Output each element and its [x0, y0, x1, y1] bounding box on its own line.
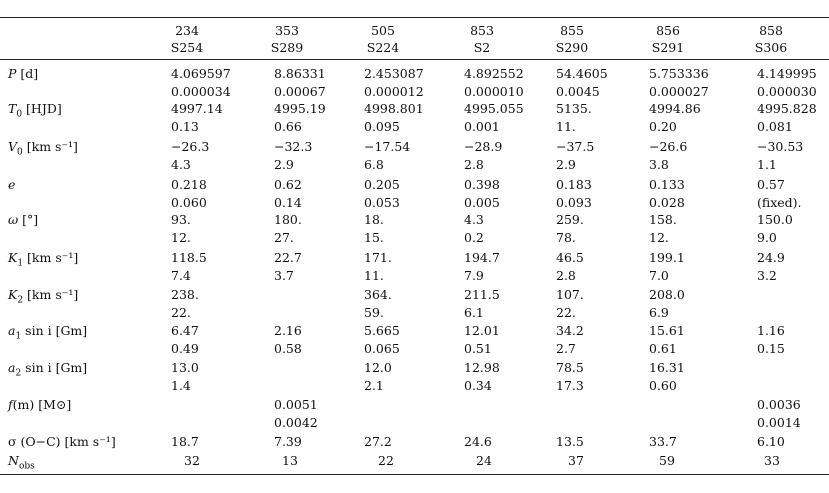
table-cell-error: 2.9 [274, 157, 294, 172]
table-cell-error: 0.093 [556, 195, 592, 210]
column-header-id: 855 [560, 23, 584, 38]
table-cell-value: 4995.828 [757, 101, 817, 116]
column-header-name: S224 [366, 40, 400, 55]
table-cell-error: 3.7 [274, 268, 294, 283]
table-cell-value: 5.753336 [649, 66, 709, 81]
table-cell-error: (fixed). [757, 195, 802, 210]
column-header-name: S306 [754, 40, 788, 55]
table-cell-error: 0.005 [464, 195, 500, 210]
table-cell-error: 0.000012 [364, 84, 424, 99]
table-cell-error: 0.34 [464, 378, 492, 393]
table-cell-value: 24 [476, 453, 492, 468]
table-cell-error: 17.3 [556, 378, 584, 393]
table-cell-value: 238. [171, 287, 199, 302]
row-label-symbol: f [8, 397, 13, 412]
row-label-subscript: 1 [17, 258, 24, 269]
table-cell-value: 118.5 [171, 250, 207, 265]
row-label-sigma: σ (O−C) [km s⁻¹] [8, 434, 116, 449]
column-header-id: 853 [470, 23, 494, 38]
table-cell-value: 37 [568, 453, 584, 468]
table-cell-error: 0.0042 [274, 415, 318, 430]
table-cell-error: 0.51 [464, 341, 492, 356]
row-label-subscript: 0 [17, 147, 23, 158]
table-cell-value: 5.665 [364, 323, 400, 338]
table-cell-error: 6.8 [364, 157, 384, 172]
table-cell-value: 0.0051 [274, 397, 318, 412]
row-label [8, 139, 78, 161]
row-label-symbol: N [8, 453, 19, 468]
table-cell-value: 46.5 [556, 250, 584, 265]
table-cell-error: 15. [364, 230, 384, 245]
column-header-id: 505 [371, 23, 395, 38]
table-cell-value: 0.133 [649, 177, 685, 192]
table-cell-error: 0.20 [649, 119, 677, 134]
table-cell-error: 2.1 [364, 378, 384, 393]
row-label [8, 397, 71, 419]
table-cell-error: 0.000027 [649, 84, 709, 99]
column-header-id: 234 [175, 23, 199, 38]
table-cell-error: 3.8 [649, 157, 669, 172]
table-cell-value: −28.9 [464, 139, 503, 154]
row-label-symbol: a [8, 323, 16, 338]
table-cell-value: 22.7 [274, 250, 302, 265]
table-cell-value: 4997.14 [171, 101, 223, 116]
table-cell-value: 4.069597 [171, 66, 231, 81]
table-cell-error: 0.000010 [464, 84, 524, 99]
table-cell-value: 0.218 [171, 177, 207, 192]
row-label [8, 101, 62, 123]
row-label-symbol: a [8, 360, 16, 375]
table-cell-value: 6.10 [757, 434, 785, 449]
table-cell-error: 2.7 [556, 341, 576, 356]
row-label [8, 250, 78, 272]
table-cell-value: 4995.19 [274, 101, 326, 116]
table-cell-value: 15.61 [649, 323, 685, 338]
table-cell-error: 0.58 [274, 341, 302, 356]
table-cell-error: 22. [556, 305, 576, 320]
table-cell-value: 13.0 [171, 360, 199, 375]
table-cell-value: 22 [378, 453, 394, 468]
table-cell-value: −37.5 [556, 139, 595, 154]
table-cell-value: 54.4605 [556, 66, 608, 81]
table-cell-error: 0.00067 [274, 84, 326, 99]
table-top-rule [0, 17, 829, 18]
table-cell-error: 0.028 [649, 195, 685, 210]
table-cell-value: 0.62 [274, 177, 302, 192]
table-cell-value: 6.47 [171, 323, 199, 338]
table-cell-value: 13 [282, 453, 298, 468]
table-cell-value: 107. [556, 287, 584, 302]
table-cell-error: 6.1 [464, 305, 484, 320]
table-cell-value: 364. [364, 287, 392, 302]
table-cell-value: 8.86331 [274, 66, 326, 81]
table-cell-value: 158. [649, 212, 677, 227]
table-cell-error: 4.3 [171, 157, 191, 172]
table-cell-error: 0.0045 [556, 84, 600, 99]
column-header-name: S291 [651, 40, 685, 55]
table-cell-error: 1.4 [171, 378, 191, 393]
table-cell-value: 18. [364, 212, 384, 227]
column-header-name: S290 [555, 40, 589, 55]
table-cell-value: 259. [556, 212, 584, 227]
row-label-unit: [km s⁻¹] [23, 287, 79, 302]
table-cell-value: 34.2 [556, 323, 584, 338]
table-cell-value: 194.7 [464, 250, 500, 265]
row-label-symbol: K [8, 250, 18, 265]
table-cell-error: 9.0 [757, 230, 777, 245]
row-label-unit: [km s⁻¹] [22, 139, 78, 154]
table-cell-error: 0.053 [364, 195, 400, 210]
table-cell-value: 0.183 [556, 177, 592, 192]
table-cell-value: 78.5 [556, 360, 584, 375]
table-cell-value: 1.16 [757, 323, 785, 338]
table-cell-error: 6.9 [649, 305, 669, 320]
column-header-id: 856 [656, 23, 680, 38]
row-label-unit: sin i [Gm] [21, 360, 88, 375]
table-cell-value: 12.01 [464, 323, 500, 338]
table-cell-value: 5135. [556, 101, 592, 116]
row-label-symbol: T [8, 101, 17, 116]
table-cell-value: 33.7 [649, 434, 677, 449]
row-label-symbol: V [8, 139, 18, 154]
table-cell-value: −26.6 [649, 139, 688, 154]
table-cell-error: 12. [171, 230, 191, 245]
table-cell-value: 4998.801 [364, 101, 424, 116]
table-cell-value: 93. [171, 212, 191, 227]
table-cell-error: 0.000034 [171, 84, 231, 99]
row-label-unit: [km s⁻¹] [23, 250, 79, 265]
table-cell-value: 16.31 [649, 360, 685, 375]
table-cell-error: 0.095 [364, 119, 400, 134]
table-cell-error: 0.2 [464, 230, 484, 245]
table-cell-error: 12. [649, 230, 669, 245]
table-cell-value: 4995.055 [464, 101, 524, 116]
table-cell-error: 22. [171, 305, 191, 320]
row-label-symbol: ω [8, 212, 19, 227]
row-label-subscript: obs [18, 461, 35, 472]
table-cell-value: 12.0 [364, 360, 392, 375]
table-cell-error: 27. [274, 230, 294, 245]
table-cell-error: 0.13 [171, 119, 199, 134]
row-label-unit: [HJD] [22, 101, 62, 116]
table-bottom-rule [0, 474, 829, 475]
table-cell-value: 180. [274, 212, 302, 227]
table-cell-error: 78. [556, 230, 576, 245]
table-cell-value: 150.0 [757, 212, 793, 227]
table-cell-value: 4.3 [464, 212, 484, 227]
row-label-subscript: 1 [15, 331, 22, 342]
row-label-symbol: K [8, 287, 18, 302]
table-cell-error: 2.8 [556, 268, 576, 283]
table-cell-value: 0.0036 [757, 397, 801, 412]
row-label [8, 323, 87, 345]
table-cell-value: 27.2 [364, 434, 392, 449]
table-cell-value: −30.53 [757, 139, 804, 154]
table-cell-error: 7.0 [649, 268, 669, 283]
table-cell-error: 7.4 [171, 268, 191, 283]
row-label [8, 287, 78, 309]
table-cell-error: 3.2 [757, 268, 777, 283]
table-cell-error: 0.66 [274, 119, 302, 134]
row-label [8, 177, 15, 199]
table-cell-value: 199.1 [649, 250, 685, 265]
table-cell-value: 4.149995 [757, 66, 817, 81]
table-cell-error: 2.9 [556, 157, 576, 172]
table-cell-value: 2.16 [274, 323, 302, 338]
table-cell-value: 4994.86 [649, 101, 701, 116]
table-cell-error: 0.60 [649, 378, 677, 393]
table-cell-error: 7.9 [464, 268, 484, 283]
table-cell-error: 11. [556, 119, 576, 134]
column-header-id: 353 [275, 23, 299, 38]
row-label-unit: [d] [16, 66, 39, 81]
table-header-rule [0, 59, 829, 60]
table-cell-error: 1.1 [757, 157, 777, 172]
table-cell-value: −32.3 [274, 139, 313, 154]
table-cell-value: 0.398 [464, 177, 500, 192]
column-header-name: S289 [270, 40, 304, 55]
table-cell-value: 208.0 [649, 287, 685, 302]
table-cell-value: 32 [184, 453, 200, 468]
table-cell-error: 0.000030 [757, 84, 817, 99]
table-cell-value: 33 [764, 453, 780, 468]
row-label-symbol: e [8, 177, 16, 192]
table-cell-value: −26.3 [171, 139, 210, 154]
table-cell-error: 0.001 [464, 119, 500, 134]
row-label-subscript: 0 [16, 109, 23, 120]
row-label-symbol: P [8, 66, 17, 81]
table-cell-value: 171. [364, 250, 392, 265]
table-cell-value: 59 [659, 453, 675, 468]
row-label-nobs [8, 453, 35, 475]
table-cell-value: 211.5 [464, 287, 500, 302]
row-label [8, 66, 38, 88]
table-cell-value: 18.7 [171, 434, 199, 449]
row-label [8, 212, 38, 234]
table-cell-error: 0.081 [757, 119, 793, 134]
table-cell-value: −17.54 [364, 139, 411, 154]
table-cell-error: 0.15 [757, 341, 785, 356]
table-cell-value: 24.9 [757, 250, 785, 265]
row-label-subscript: 2 [17, 295, 24, 306]
column-header-name: S2 [473, 40, 491, 55]
row-label-subscript: 2 [15, 368, 22, 379]
table-cell-error: 0.0014 [757, 415, 801, 430]
table-cell-value: 24.6 [464, 434, 492, 449]
table-cell-value: 12.98 [464, 360, 500, 375]
table-cell-error: 0.49 [171, 341, 199, 356]
row-label-unit: sin i [Gm] [21, 323, 88, 338]
table-cell-value: 7.39 [274, 434, 302, 449]
table-cell-value: 0.205 [364, 177, 400, 192]
table-cell-error: 0.61 [649, 341, 677, 356]
table-cell-error: 11. [364, 268, 384, 283]
table-cell-error: 59. [364, 305, 384, 320]
row-label [8, 360, 87, 382]
table-cell-value: 2.453087 [364, 66, 424, 81]
row-label-unit: [°] [18, 212, 39, 227]
table-cell-value: 0.57 [757, 177, 785, 192]
table-cell-error: 2.8 [464, 157, 484, 172]
table-cell-value: 4.892552 [464, 66, 524, 81]
row-label-unit: (m) [M⊙] [12, 397, 72, 412]
table-cell-value: 13.5 [556, 434, 584, 449]
table-cell-error: 0.060 [171, 195, 207, 210]
table-cell-error: 0.065 [364, 341, 400, 356]
column-header-id: 858 [759, 23, 783, 38]
column-header-name: S254 [170, 40, 204, 55]
table-cell-error: 0.14 [274, 195, 302, 210]
